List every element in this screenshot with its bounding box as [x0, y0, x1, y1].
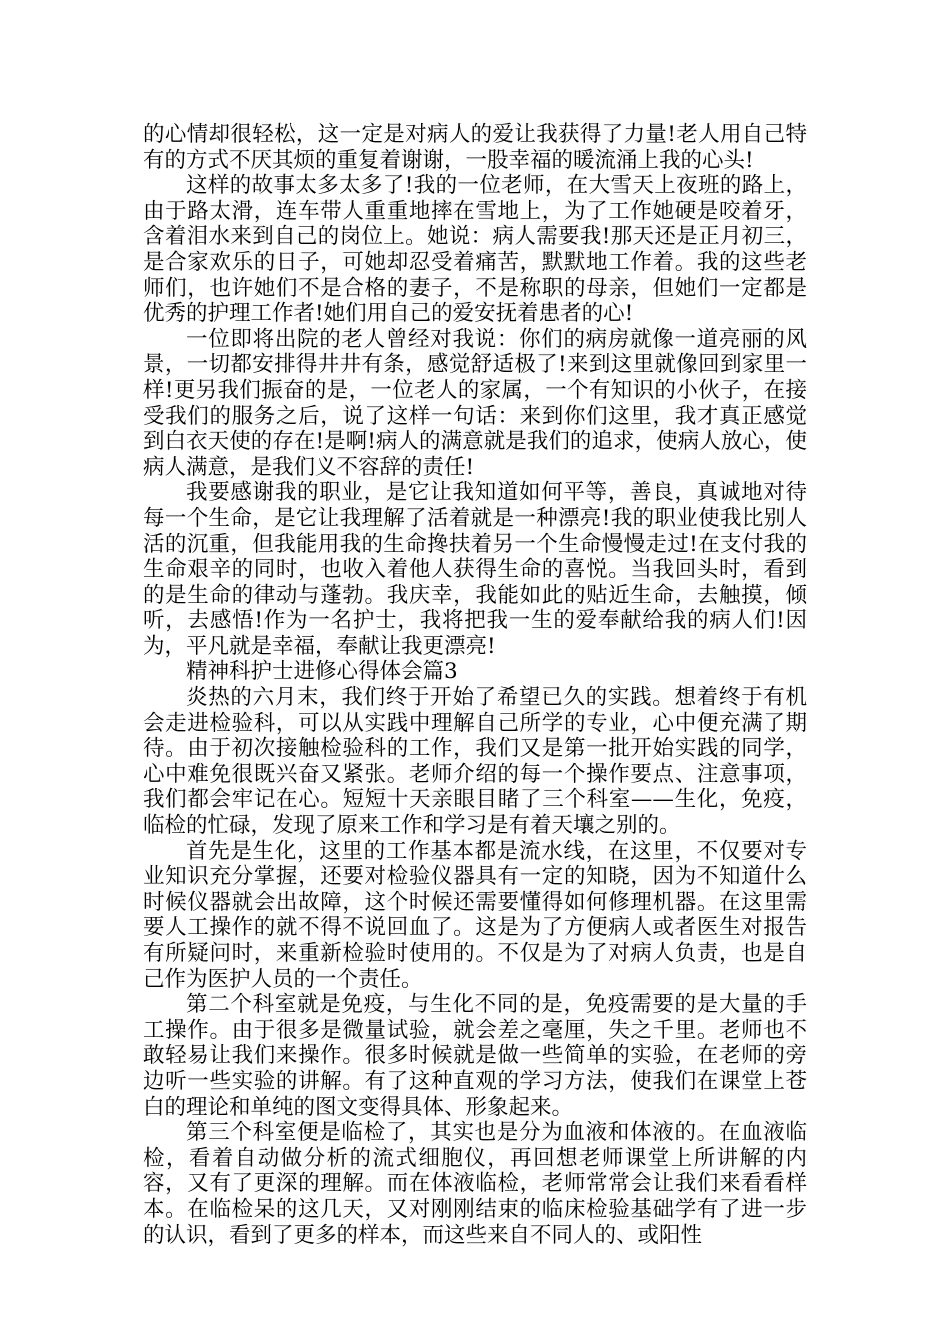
section-paragraph-1: 炎热的六月末，我们终于开始了希望已久的实践。想着终于有机会走进检验科，可以从实践中理解自己所学的专业，心中便充满了期待。由于初次接触检验科的工作，我们又是第一批开始实践的同学，心中难免很既兴奋又紧张。老师介绍的每一个操作要点、注意事项，我们都会牢记在心。短短十天亲眼目睹了三个科室——生化，免疫，临检的忙碌，发现了原来工作和学习是有着天壤之别的。: [143, 685, 807, 839]
section-paragraph-3: 第二个科室就是免疫，与生化不同的是，免疫需要的是大量的手工操作。由于很多是微量试验，就会差之毫厘，失之千里。老师也不敢轻易让我们来操作。很多时候就是做一些简单的实验，在老师的旁边听一些实验的讲解。有了这种直观的学习方法，使我们在课堂上苍白的理论和单纯的图文变得具体、形象起来。: [143, 992, 807, 1120]
paragraph-3: 一位即将出院的老人曾经对我说：你们的病房就像一道亮丽的风景，一切都安排得井井有条，感觉舒适极了!来到这里就像回到家里一样!更另我们振奋的是，一位老人的家属，一个有知识的小伙子，在接受我们的服务之后，说了这样一句话：来到你们这里，我才真正感觉到白衣天使的存在!是啊!病人的满意就是我们的追求，使病人放心，使病人满意，是我们义不容辞的责任!: [143, 326, 807, 480]
document-page: [143, 122, 807, 1248]
section-paragraph-4: 第三个科室便是临检了，其实也是分为血液和体液的。在血液临检，看着自动做分析的流式细胞仪，再回想老师课堂上所讲解的内容，又有了更深的理解。而在体液临检，老师常常会让我们来看看样本。在临检呆的这几天，又对刚刚结束的临床检验基础学有了进一步的认识，看到了更多的样本，而这些来自不同人的、或阳性: [143, 1120, 807, 1248]
paragraph-4: 我要感谢我的职业，是它让我知道如何平等，善良，真诚地对待每一个生命，是它让我理解了活着就是一种漂亮!我的职业使我比别人活的沉重，但我能用我的生命搀扶着另一个生命慢慢走过!在支付我的生命艰辛的同时，也收入着他人获得生命的喜悦。当我回头时，看到的是生命的律动与蓬勃。我庆幸，我能如此的贴近生命，去触摸，倾听，去感悟!作为一名护士，我将把我一生的爱奉献给我的病人们!因为，平凡就是幸福，奉献让我更漂亮!: [143, 480, 807, 659]
section-title: 精神科护士进修心得体会篇3: [186, 659, 458, 685]
section-paragraph-2: 首先是生化，这里的工作基本都是流水线，在这里，不仅要对专业知识充分掌握，还要对检验仪器具有一定的知晓，因为不知道什么时候仪器就会出故障，这个时候还需要懂得如何修理机器。在这里需要人工操作的就不得不说回血了。这是为了方便病人或者医生对报告有所疑问时，来重新检验时使用的。不仅是为了对病人负责，也是自己作为医护人员的一个责任。: [143, 838, 807, 992]
paragraph-2: 这样的故事太多太多了!我的一位老师，在大雪天上夜班的路上，由于路太滑，连车带人重重地摔在雪地上，为了工作她硬是咬着牙，含着泪水来到自己的岗位上。她说：病人需要我!那天还是正月初三，是合家欢乐的日子，可她却忍受着痛苦，默默地工作着。我的这些老师们，也许她们不是合格的妻子，不是称职的母亲，但她们一定都是优秀的护理工作者!她们用自己的爱安抚着患者的心!: [143, 173, 807, 327]
paragraph-1: 的心情却很轻松，这一定是对病人的爱让我获得了力量!老人用自己特有的方式不厌其烦的重复着谢谢，一股幸福的暖流涌上我的心头!: [143, 122, 807, 173]
